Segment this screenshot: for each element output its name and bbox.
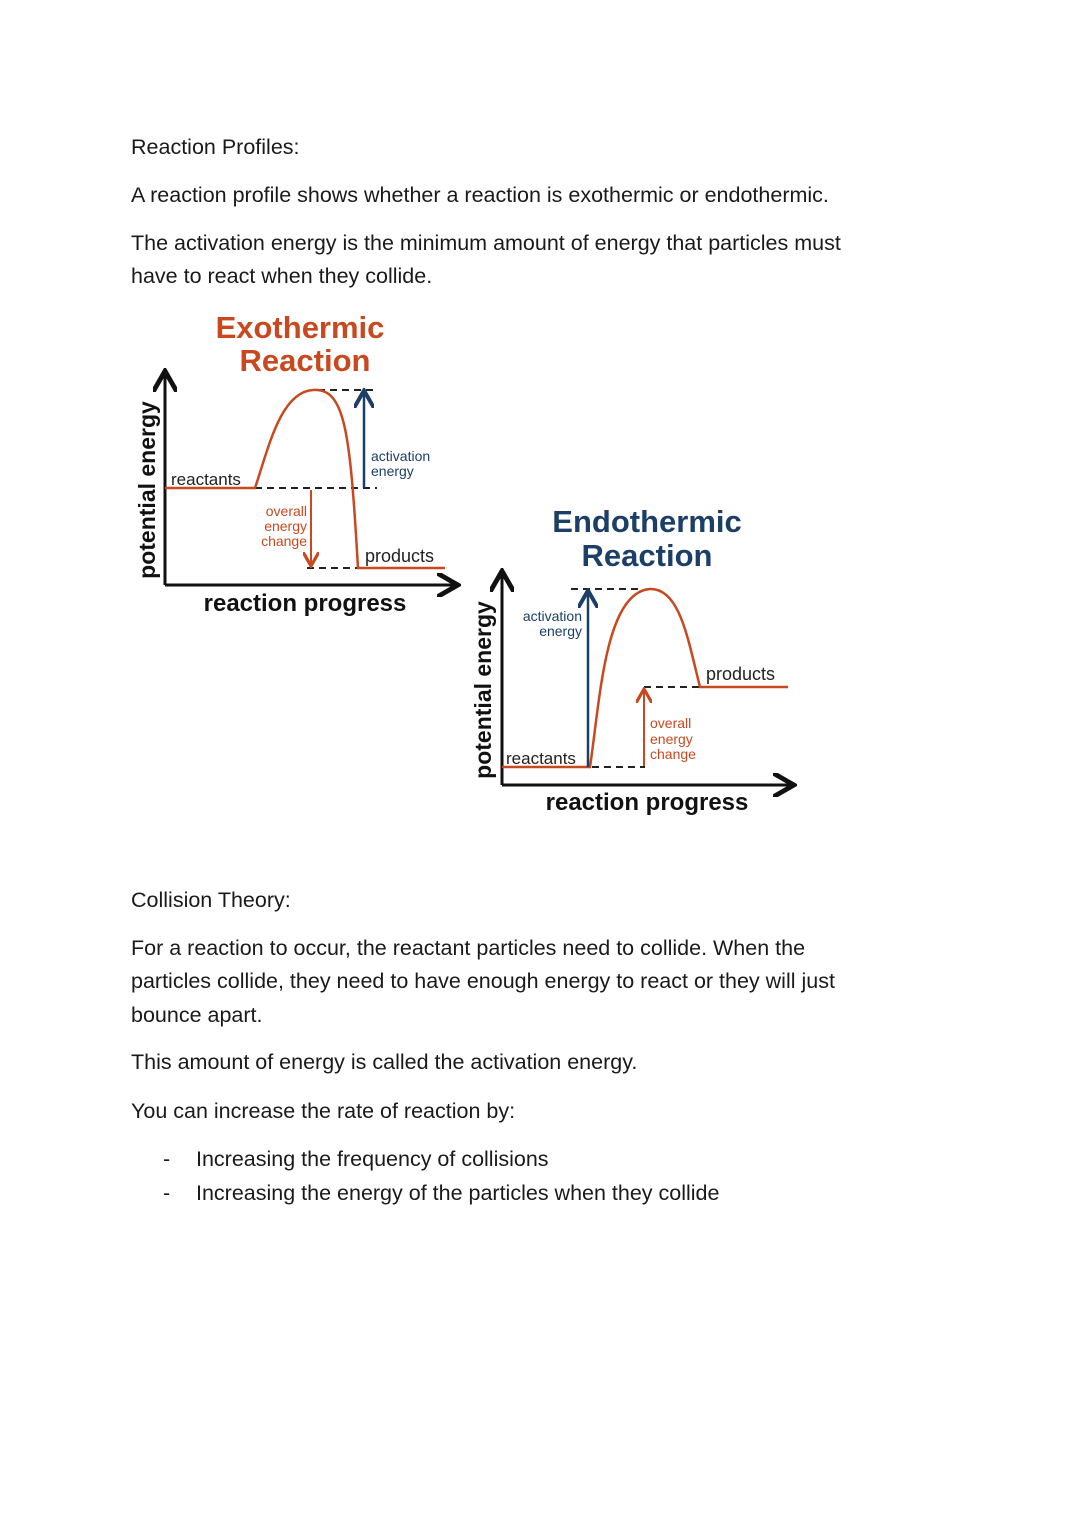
y-axis-label: potential energy	[470, 601, 496, 779]
activation-label-line2: energy	[371, 463, 414, 479]
paragraph-line: bounce apart.	[131, 1003, 263, 1027]
x-axis-label: reaction progress	[203, 590, 407, 617]
heading-collision-theory: Collision Theory:	[131, 888, 291, 912]
products-label: products	[365, 546, 435, 566]
paragraph-line: The activation energy is the minimum amount of energy that particles must	[131, 231, 841, 255]
bullet-marker: -	[163, 1181, 171, 1205]
paragraph: A reaction profile shows whether a reaction is exothermic or endothermic.	[131, 183, 829, 207]
exothermic-title-line2: Reaction	[239, 343, 371, 378]
paragraph: This amount of energy is called the activation energy.	[131, 1050, 638, 1074]
list-item-text: Increasing the energy of the particles when they collide	[196, 1181, 720, 1205]
y-axis-label: potential energy	[134, 401, 160, 579]
x-axis-label: reaction progress	[545, 789, 749, 816]
overall-label: overall	[265, 503, 307, 519]
overall-label: overall	[650, 715, 692, 731]
overall-label-line2: energy	[650, 731, 693, 747]
reactants-label: reactants	[171, 470, 241, 489]
overall-label-line2: energy	[264, 518, 307, 534]
activation-label-line2: energy	[539, 623, 582, 639]
overall-label-line3: change	[261, 533, 307, 549]
activation-label: activation	[371, 448, 431, 464]
paragraph-line: For a reaction to occur, the reactant particles need to collide. When the	[131, 936, 806, 960]
overall-label-line3: change	[650, 746, 696, 762]
paragraph-line: particles collide, they need to have enough energy to react or they will just	[131, 969, 835, 993]
list-item	[163, 1176, 719, 1210]
list-item	[163, 1142, 549, 1176]
heading-reaction-profiles: Reaction Profiles:	[131, 135, 300, 159]
exothermic-diagram	[134, 310, 455, 617]
activation-label: activation	[522, 608, 582, 624]
endothermic-title: Endothermic	[552, 504, 742, 539]
endothermic-title-line2: Reaction	[581, 538, 713, 573]
endothermic-diagram	[470, 504, 791, 816]
reactants-label: reactants	[506, 749, 576, 768]
products-label: products	[706, 664, 776, 684]
paragraph-line: have to react when they collide.	[131, 264, 433, 288]
exothermic-title: Exothermic	[215, 310, 385, 345]
bullet-marker: -	[163, 1147, 171, 1171]
paragraph: You can increase the rate of reaction by:	[131, 1099, 516, 1123]
list-item-text: Increasing the frequency of collisions	[196, 1147, 549, 1171]
